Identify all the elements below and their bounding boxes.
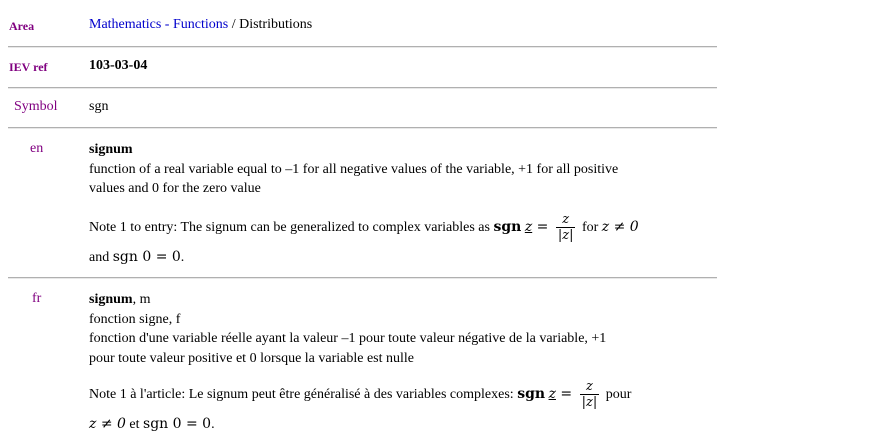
en-note-fraction (556, 212, 576, 243)
divider (8, 87, 717, 89)
area-distributions: Distributions (239, 17, 313, 32)
area-separator: / (228, 17, 240, 32)
fr-note-line2-math1: z ≠ 0 (89, 416, 126, 432)
fr-content (89, 290, 716, 435)
en-note-z: z (524, 218, 533, 235)
iev-ref-label: IEV ref (9, 60, 48, 74)
en-note-line2-pre: and (89, 249, 113, 265)
area-value (89, 17, 716, 33)
en-note-line-1 (89, 211, 716, 244)
area-label: Area (9, 19, 35, 33)
divider (8, 277, 717, 279)
fr-note-text: Note 1 à l'article: Le signum peut être généralisé à des variables complexes: (89, 387, 518, 402)
en-note-line2-end: . (180, 249, 185, 265)
fr-note-line-2 (89, 415, 716, 435)
en-note-sgn: sgn (493, 218, 522, 235)
fr-note-line2-math2: sgn 0 = 0 (143, 416, 212, 432)
en-note-line2-math: sgn 0 = 0 (112, 248, 181, 265)
en-frac-numerator: z (556, 212, 576, 228)
lang-label-fr: fr (32, 291, 42, 306)
lang-label-en: en (30, 141, 44, 156)
en-note-eq: = (532, 218, 553, 235)
symbol-value: sgn (89, 99, 109, 114)
en-definition-line-2: values and 0 for the zero value (89, 181, 261, 196)
en-note-neq: z ≠ 0 (601, 218, 639, 235)
en-frac-denominator: |z| (557, 227, 574, 243)
fr-note-z: z (548, 386, 556, 402)
en-definition-line-1: function of a real variable equal to –1 for all negative values of the variable, +1 for all positive (89, 161, 619, 177)
link-mathematics-functions[interactable]: Mathematics - Functions (89, 17, 229, 32)
fr-definition-line-2: pour toute valeur positive et 0 lorsque la variable est nulle (89, 350, 415, 366)
en-note-line-2 (89, 248, 716, 268)
fr-term: signum (89, 292, 133, 307)
en-note-text: Note 1 to entry: The signum can be generalized to complex variables as (89, 219, 494, 235)
fr-term-line (89, 290, 716, 310)
divider (8, 46, 717, 48)
en-content (89, 140, 716, 267)
fr-note-fraction (580, 379, 600, 410)
fr-note-sgn: sgn (517, 386, 546, 402)
fr-note-line2-end: . (211, 417, 215, 432)
fr-frac-numerator: z (580, 379, 600, 395)
fr-note-eq: = (555, 386, 577, 402)
en-note-for: for (578, 219, 602, 235)
fr-term-suffix: , m (132, 292, 151, 307)
en-term: signum (89, 142, 133, 157)
divider (8, 127, 717, 129)
fr-note-line-1 (89, 378, 716, 411)
fr-note-line2-et: et (125, 417, 144, 432)
fr-note-pour: pour (602, 387, 632, 402)
fr-synonym: fonction signe, f (89, 311, 181, 327)
symbol-label: Symbol (14, 99, 58, 114)
fr-definition-line-1: fonction d'une variable réelle ayant la valeur –1 pour toute valeur négative de la variable, +1 (89, 331, 607, 346)
iev-ref-value: 103-03-04 (89, 58, 148, 73)
fr-frac-denominator: |z| (581, 395, 598, 411)
